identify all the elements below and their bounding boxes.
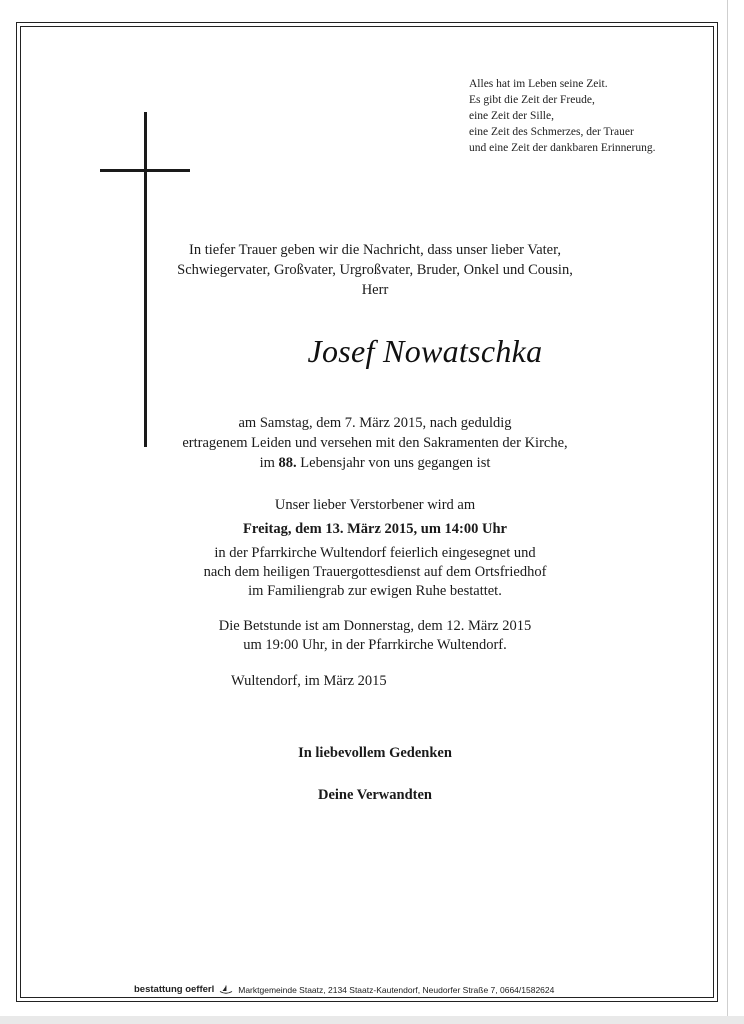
death-line — [160, 453, 590, 473]
deceased-name: Josef Nowatschka — [307, 333, 543, 369]
quote-line: und eine Zeit der dankbaren Erinnerung. — [469, 142, 656, 154]
age-suffix: Lebensjahr von uns gegangen ist — [296, 455, 491, 471]
funeral-notice: Unser lieber Verstorbener wird am — [274, 497, 476, 513]
vigil-line: um 19:00 Uhr, in der Pfarrkirche Wultendorf. — [243, 637, 507, 653]
cross-horizontal-beam — [100, 169, 190, 172]
intro-line: Herr — [361, 282, 389, 298]
announcement-intro — [160, 240, 590, 300]
age-value: 88. — [278, 455, 297, 471]
ship-logo-icon — [219, 985, 233, 995]
page-edge — [727, 0, 728, 1024]
intro-line: Schwiegervater, Großvater, Urgroßvater, Bruder, Onkel und Cousin, — [177, 262, 573, 278]
quote-line: eine Zeit der Sille, — [469, 110, 554, 122]
quote-line: Es gibt die Zeit der Freude, — [469, 94, 595, 106]
signature: Deine Verwandten — [318, 787, 432, 803]
intro-line: In tiefer Trauer geben wir die Nachricht, dass unser lieber Vater, — [189, 242, 561, 258]
funeral-ceremony — [160, 544, 590, 601]
quote-line: eine Zeit des Schmerzes, der Trauer — [469, 126, 634, 138]
vigil-line: Die Betstunde ist am Donnerstag, dem 12. März 2015 — [218, 618, 532, 634]
death-line: ertragenem Leiden und versehen mit den Sakramenten der Kirche, — [182, 435, 568, 451]
age-prefix: im — [259, 455, 279, 471]
funeral-date: Freitag, dem 13. März 2015, um 14:00 Uhr — [243, 521, 507, 537]
funeral-home-name: bestattung oefferl — [134, 984, 215, 995]
ceremony-line: in der Pfarrkirche Wultendorf feierlich eingesegnet und — [214, 545, 536, 561]
cross-vertical-beam — [144, 112, 147, 447]
ceremony-line: nach dem heiligen Trauergottesdienst auf dem Ortsfriedhof — [203, 564, 547, 580]
closing-phrase: In liebevollem Gedenken — [298, 745, 452, 761]
funeral-home-address: Marktgemeinde Staatz, 2134 Staatz-Kautendorf, Neudorfer Straße 7, 0664/1582624 — [238, 984, 555, 995]
vigil-notice — [160, 617, 590, 655]
scan-bottom-edge — [0, 1016, 744, 1024]
ceremony-line: im Familiengrab zur ewigen Ruhe bestattet. — [248, 583, 502, 599]
poem-quote — [469, 76, 655, 156]
funeral-home-footer — [134, 984, 554, 995]
quote-line: Alles hat im Leben seine Zeit. — [469, 78, 608, 90]
death-details — [160, 413, 590, 473]
death-line: am Samstag, dem 7. März 2015, nach geduldig — [238, 415, 512, 431]
place-date: Wultendorf, im März 2015 — [231, 673, 387, 689]
